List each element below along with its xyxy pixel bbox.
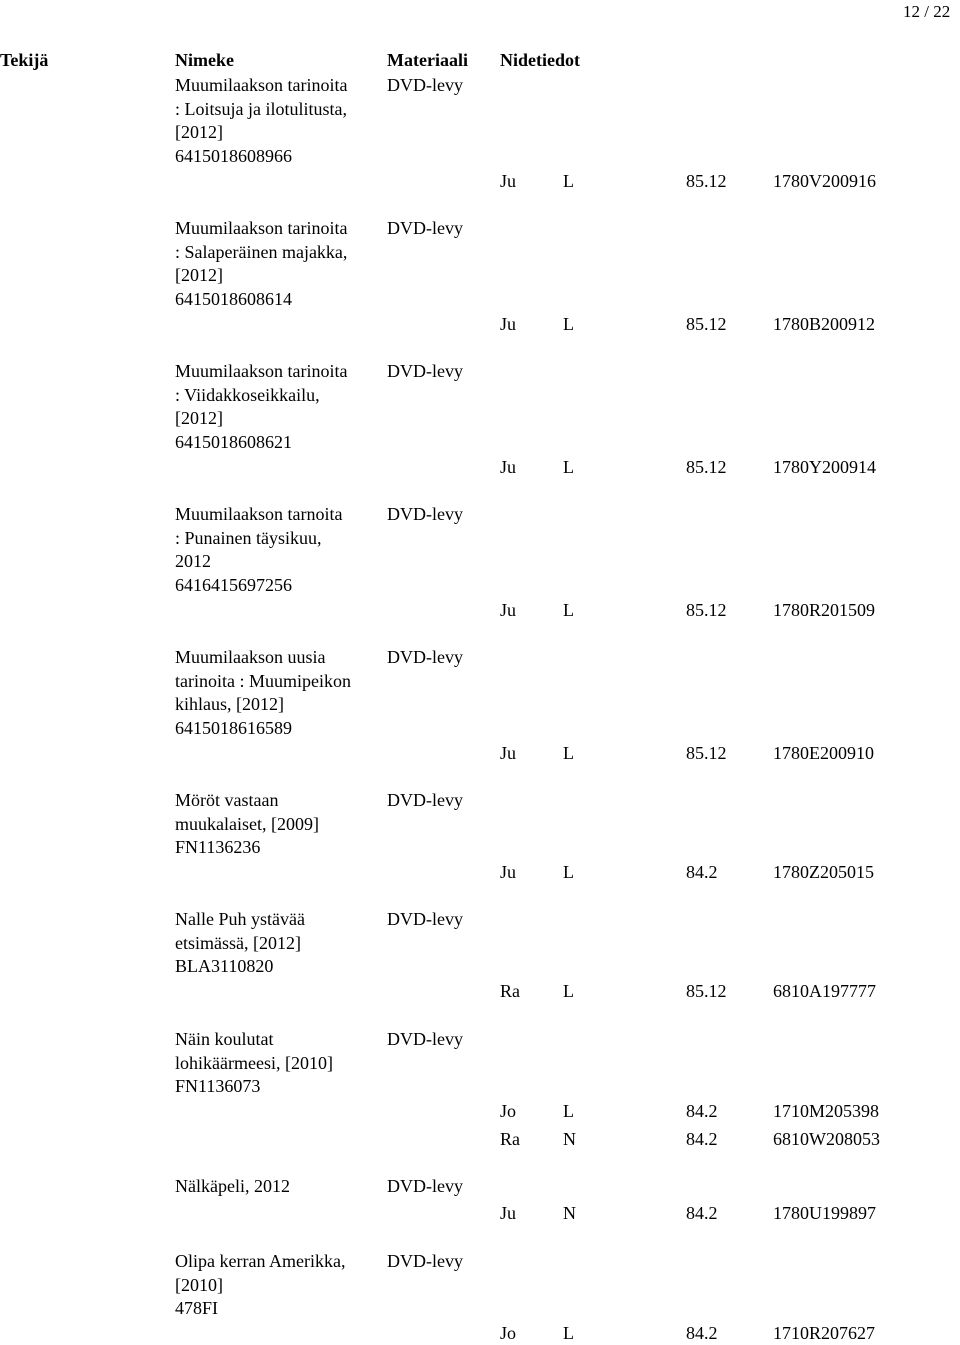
holding-classification: 85.12: [686, 743, 727, 763]
entry-title-line: Nälkäpeli, 2012: [175, 1176, 290, 1196]
entry-material: DVD-levy: [387, 504, 463, 524]
entry-title-line: [2012]: [175, 408, 223, 428]
entry-title-line: [2012]: [175, 265, 223, 285]
entry-title-line: 2012: [175, 551, 211, 571]
holding-row: [0, 598, 960, 622]
holding-library: Ju: [500, 171, 517, 191]
holding-loan-type: L: [563, 314, 574, 334]
holding-code: 1780B200912: [773, 314, 876, 334]
holding-code: 1780R201509: [773, 600, 876, 620]
entry-title: [175, 503, 380, 597]
entry-title-line: [2012]: [175, 122, 223, 142]
holding-row: [0, 169, 960, 193]
holding-code: 1780E200910: [773, 743, 874, 763]
entry-title: [175, 74, 380, 168]
holding-library: Ra: [500, 981, 520, 1001]
holding-loan-type: N: [563, 1203, 576, 1223]
entry-material: DVD-levy: [387, 909, 463, 929]
entry-title-line: [2010]: [175, 1274, 223, 1295]
entry-title-line: Näin koulutat: [175, 1029, 274, 1049]
entry-title-line: tarinoita : Muumipeikon: [175, 670, 351, 691]
entry-title-line: : Loitsuja ja ilotulitusta,: [175, 98, 347, 119]
holding-classification: 84.2: [686, 1323, 718, 1343]
header-material: Materiaali: [387, 50, 468, 70]
holding-loan-type: L: [563, 1101, 574, 1121]
holding-row: [0, 979, 960, 1003]
holding-library: Ju: [500, 314, 517, 334]
header-title: Nimeke: [175, 50, 234, 70]
holding-library: Ju: [500, 600, 517, 620]
holding-code: 6810A197777: [773, 981, 876, 1001]
entry-title-line: 6416415697256: [175, 574, 292, 595]
entry-title: [175, 217, 380, 311]
entry-material: DVD-levy: [387, 218, 463, 238]
header-holdings: Nidetiedot: [500, 50, 580, 70]
holding-loan-type: L: [563, 1323, 574, 1343]
entry-title: [175, 1250, 380, 1321]
page-number: 12 / 22: [903, 2, 951, 21]
entry-title-line: muukalaiset, [2009]: [175, 813, 319, 834]
holding-code: 1780V200916: [773, 171, 876, 191]
entry-title-line: : Punainen täysikuu,: [175, 527, 322, 548]
entry-material: DVD-levy: [387, 647, 463, 667]
holding-classification: 84.2: [686, 1101, 718, 1121]
holding-loan-type: L: [563, 600, 574, 620]
holding-loan-type: L: [563, 171, 574, 191]
entry-title-line: : Salaperäinen majakka,: [175, 241, 348, 262]
entry-title-line: 6415018608966: [175, 145, 292, 166]
entry-material: DVD-levy: [387, 75, 463, 95]
holding-code: 1780Z205015: [773, 862, 874, 882]
entry-title-line: FN1136073: [175, 1076, 261, 1096]
holding-row: [0, 741, 960, 765]
entry-title: [175, 1028, 380, 1099]
holding-classification: 85.12: [686, 981, 727, 1001]
holding-row: [0, 312, 960, 336]
holding-library: Ra: [500, 1129, 520, 1149]
entry-title-line: 6415018608614: [175, 288, 292, 309]
holding-classification: 85.12: [686, 457, 727, 477]
holding-code: 1780U199897: [773, 1203, 876, 1223]
entry-title: [175, 789, 380, 860]
holding-code: 1780Y200914: [773, 457, 876, 477]
entry-title-line: Muumilaakson tarnoita: [175, 504, 343, 524]
header-author: Tekijä: [0, 50, 49, 70]
holding-row: [0, 860, 960, 884]
holding-code: 1710R207627: [773, 1323, 876, 1343]
holding-library: Jo: [500, 1323, 517, 1343]
entry-material: DVD-levy: [387, 1029, 463, 1049]
entry-title-line: Olipa kerran Amerikka,: [175, 1251, 346, 1271]
holding-row: [0, 455, 960, 479]
holding-library: Jo: [500, 1101, 517, 1121]
entry-title-line: FN1136236: [175, 837, 261, 857]
holding-library: Ju: [500, 1203, 517, 1223]
holding-classification: 84.2: [686, 1203, 718, 1223]
entry-title: [175, 908, 380, 979]
holding-classification: 85.12: [686, 600, 727, 620]
entry-title-line: 478FI: [175, 1298, 219, 1318]
entry-title-line: : Viidakkoseikkailu,: [175, 384, 320, 405]
holding-code: 1710M205398: [773, 1101, 880, 1121]
entry-title: [175, 360, 380, 454]
holding-loan-type: N: [563, 1129, 576, 1149]
entry-title-line: Muumilaakson tarinoita: [175, 361, 348, 381]
holding-classification: 85.12: [686, 171, 727, 191]
entry-title: [175, 646, 380, 740]
holding-classification: 84.2: [686, 862, 718, 882]
entry-title-line: 6415018616589: [175, 717, 292, 738]
holding-classification: 85.12: [686, 314, 727, 334]
holding-loan-type: L: [563, 743, 574, 763]
entry-material: DVD-levy: [387, 1176, 463, 1196]
entry-title-line: Muumilaakson tarinoita: [175, 218, 348, 238]
entry-title-line: 6415018608621: [175, 431, 292, 452]
entry-title-line: BLA3110820: [175, 956, 274, 976]
entry-title-line: Möröt vastaan: [175, 790, 279, 810]
holding-library: Ju: [500, 457, 517, 477]
entry-title-line: Muumilaakson uusia: [175, 647, 326, 667]
holding-library: Ju: [500, 743, 517, 763]
holding-loan-type: L: [563, 981, 574, 1001]
holding-row: [0, 1127, 960, 1151]
holding-loan-type: L: [563, 457, 574, 477]
entry-title: [175, 1175, 380, 1199]
holding-classification: 84.2: [686, 1129, 718, 1149]
entry-title-line: Nalle Puh ystävää: [175, 909, 305, 929]
entry-title-line: lohikäärmeesi, [2010]: [175, 1052, 333, 1073]
holding-row: [0, 1099, 960, 1123]
holding-loan-type: L: [563, 862, 574, 882]
holding-code: 6810W208053: [773, 1129, 880, 1149]
entry-title-line: Muumilaakson tarinoita: [175, 75, 348, 95]
holding-library: Ju: [500, 862, 517, 882]
entry-title-line: kihlaus, [2012]: [175, 694, 284, 714]
holding-row: [0, 1321, 960, 1345]
entry-title-line: etsimässä, [2012]: [175, 932, 301, 953]
entry-material: DVD-levy: [387, 1251, 463, 1271]
entry-material: DVD-levy: [387, 361, 463, 381]
holding-row: [0, 1201, 960, 1225]
entry-material: DVD-levy: [387, 790, 463, 810]
